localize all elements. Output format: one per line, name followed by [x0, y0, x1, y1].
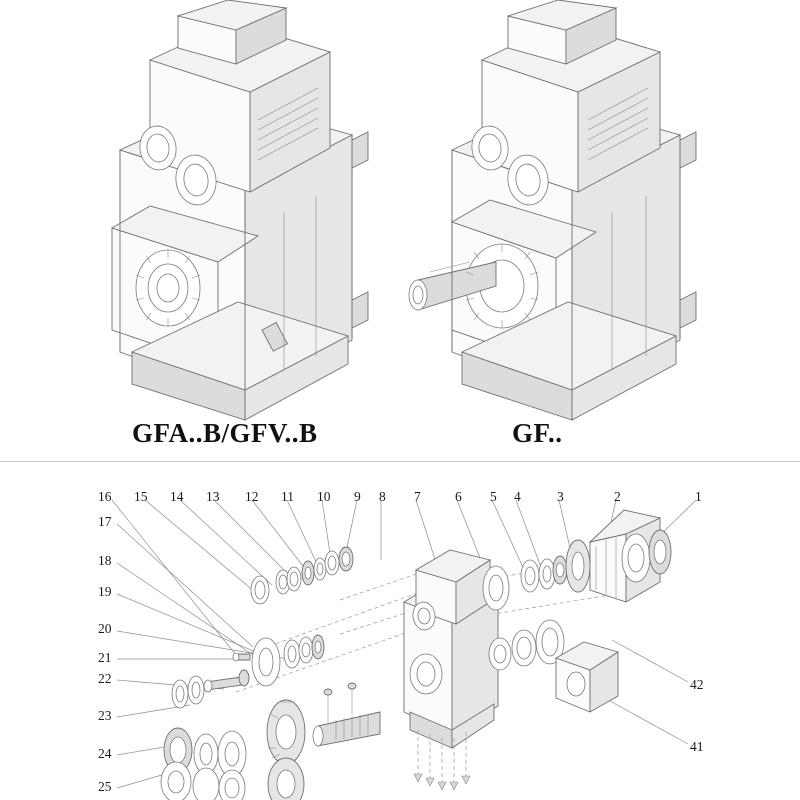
motor-adapter-assembly	[566, 510, 671, 602]
gear-unit-isometric-left	[112, 0, 368, 420]
callout-6: 6	[455, 489, 462, 504]
callout-7: 7	[414, 489, 421, 504]
callout-3: 3	[557, 489, 564, 504]
callout-25: 25	[98, 779, 112, 794]
callout-11: 11	[281, 489, 294, 504]
callout-12: 12	[245, 489, 259, 504]
callout-21: 21	[98, 650, 112, 665]
callout-19: 19	[98, 584, 112, 599]
callout-13: 13	[206, 489, 220, 504]
callout-41: 41	[690, 739, 704, 754]
callout-14: 14	[170, 489, 184, 504]
exploded-view-panel	[0, 462, 800, 800]
callout-18: 18	[98, 553, 112, 568]
parts-row-shaft-left	[172, 670, 249, 708]
callout-5: 5	[490, 489, 497, 504]
exploded-parts-svg	[0, 462, 800, 800]
callout-16: 16	[98, 489, 112, 504]
callout-9: 9	[354, 489, 361, 504]
callout-20: 20	[98, 621, 112, 636]
caption-gfab-gfvb: GFA..B/GFV..B	[132, 418, 318, 448]
callout-23: 23	[98, 708, 112, 723]
callout-1: 1	[695, 489, 702, 504]
callout-24: 24	[98, 746, 112, 761]
callout-22: 22	[98, 671, 112, 686]
callout-42: 42	[690, 677, 704, 692]
callout-4: 4	[514, 489, 521, 504]
caption-gf: GF..	[512, 418, 563, 448]
callout-17: 17	[98, 514, 112, 529]
callout-2: 2	[614, 489, 621, 504]
parts-bottom-right	[556, 642, 618, 712]
callout-8: 8	[379, 489, 386, 504]
callout-10: 10	[317, 489, 331, 504]
parts-row-upper	[251, 547, 353, 604]
callout-15: 15	[134, 489, 148, 504]
gear-unit-isometric-right	[409, 0, 696, 420]
